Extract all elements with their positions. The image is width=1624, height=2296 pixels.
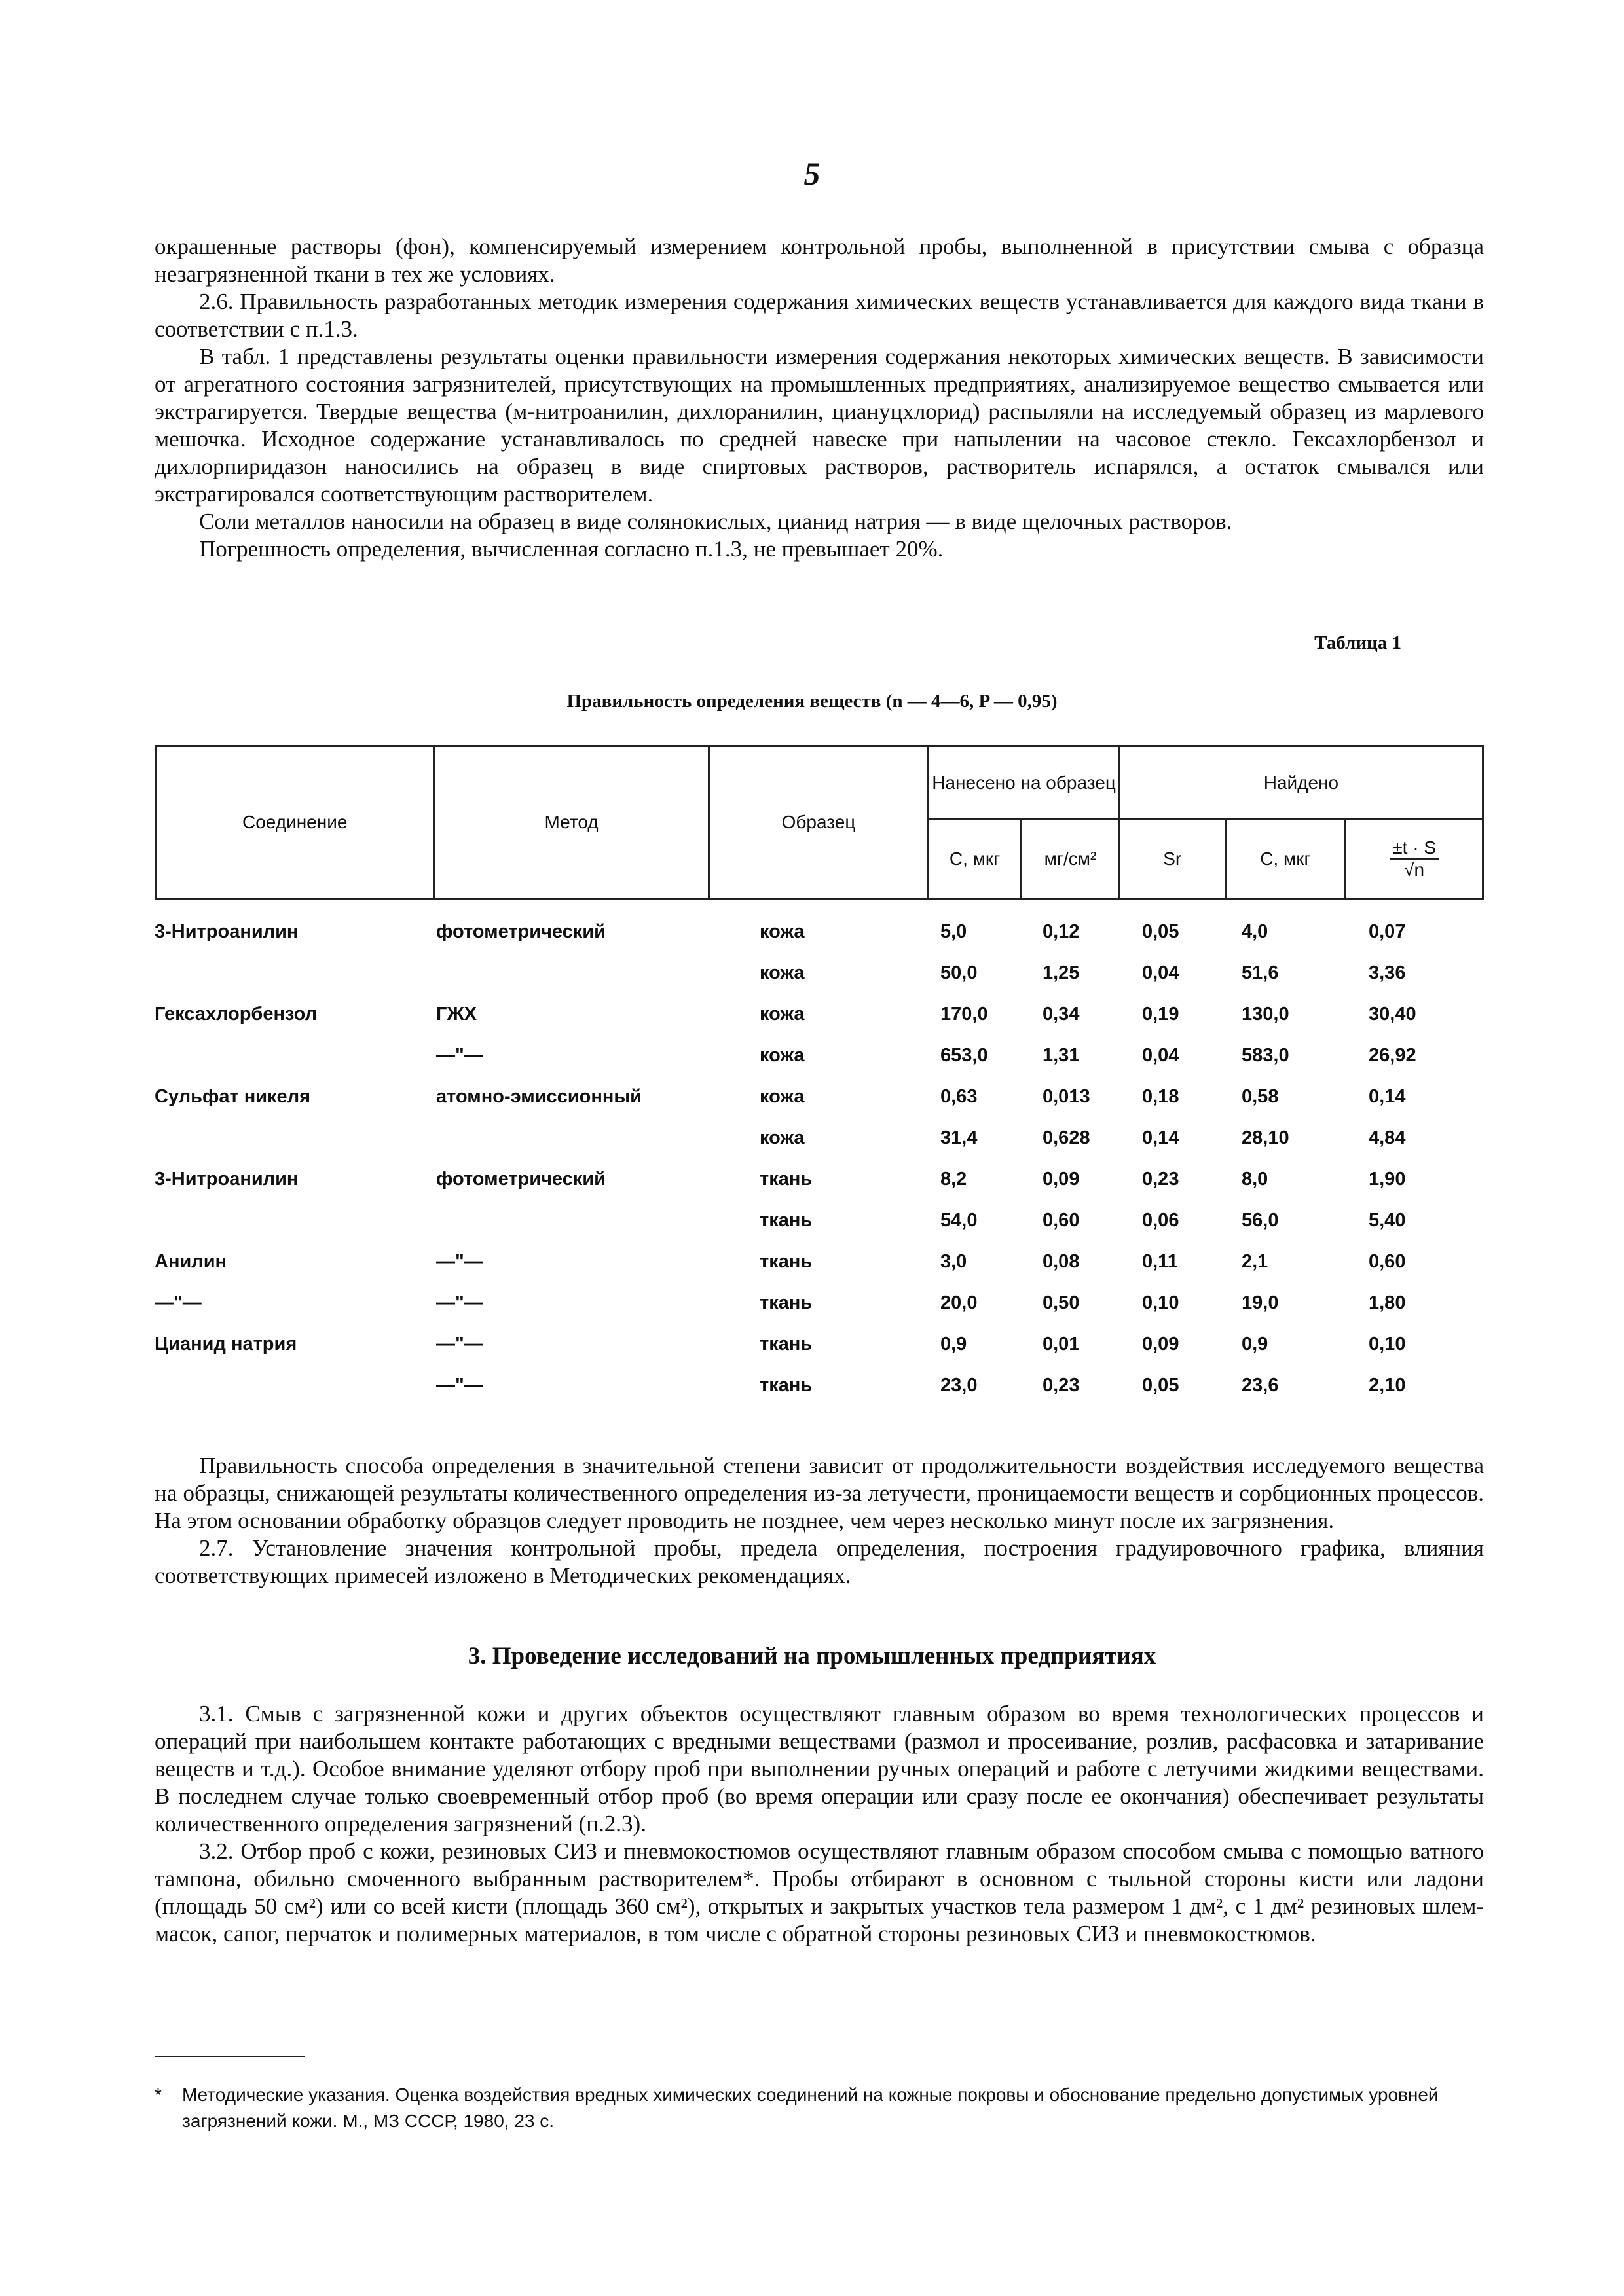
cell-method — [436, 953, 760, 994]
cell-sr: 0,11 — [1142, 1251, 1178, 1272]
cell-method: фотометрический — [436, 1169, 606, 1190]
cell-method: —"— — [436, 1045, 483, 1066]
header-compound: Соединение — [156, 746, 434, 899]
table-row — [155, 953, 1484, 994]
table-row — [155, 1324, 1484, 1365]
cell-applied-c: 54,0 — [940, 1210, 978, 1231]
cell-found-c: 583,0 — [1242, 1045, 1289, 1066]
paragraph-3-1: 3.1. Смыв с загрязненной кожи и других объектов осуществляют главным образом во время технологических процессов и операций при наибольшем контакте работающих с вредными веществами (размол и просеивание, розлив, расфасовка и затаривание веществ и т.д.). Особое внимание уделяют отбору проб при выполнении ручных операций и работе с летучими жидкими веществами. В последнем случае только своевременный отбор проб (во время операции или сразу после ее окончания) обеспечивает результаты количественного определения загрязнений (п.2.3). — [155, 1701, 1484, 1836]
cell-sample: кожа — [760, 1127, 805, 1148]
cell-found-c: 0,58 — [1242, 1086, 1279, 1107]
cell-applied-mg: 0,60 — [1043, 1210, 1080, 1231]
table-header — [155, 745, 1484, 900]
cell-method — [436, 1118, 760, 1159]
table-row — [155, 1365, 1484, 1406]
paragraph-metal-salts: Соли металлов наносили на образец в виде солянокислых, цианид натрия — в виде щелочных растворов. — [199, 509, 1232, 534]
table-row — [155, 1076, 1484, 1118]
cell-found-c: 8,0 — [1242, 1169, 1268, 1190]
cell-sr: 0,05 — [1142, 1375, 1179, 1396]
cell-applied-mg: 0,628 — [1043, 1127, 1090, 1148]
cell-sr: 0,10 — [1142, 1292, 1179, 1313]
section-heading: 3. Проведение исследований на промышленных предприятиях — [468, 1643, 1156, 1669]
cell-compound: Цианид натрия — [155, 1334, 297, 1355]
cell-sr: 0,14 — [1142, 1127, 1179, 1148]
cell-sample: кожа — [760, 962, 805, 983]
cell-sample: кожа — [760, 921, 805, 942]
header-sr: Sr — [1119, 820, 1225, 899]
header-mg-cm2: мг/см² — [1022, 820, 1120, 899]
cell-confidence: 5,40 — [1369, 1210, 1406, 1231]
table-row — [155, 1035, 1484, 1076]
cell-compound — [155, 1035, 436, 1076]
cell-applied-c: 0,9 — [940, 1334, 967, 1355]
table-rows — [155, 911, 1484, 1406]
header-c-mkg: С, мкг — [929, 820, 1022, 899]
cell-confidence: 30,40 — [1369, 1004, 1416, 1025]
cell-found-c: 51,6 — [1242, 962, 1279, 983]
cell-method: фотометрический — [436, 921, 606, 942]
cell-applied-mg: 0,23 — [1043, 1375, 1080, 1396]
paragraph-table-intro: В табл. 1 представлены результаты оценки правильности измерения содержания некоторых химических веществ. В зависимости от агрегатного состояния загрязнителей, присутствующих на промышленных предприятиях, анализируемое вещество смывается или экстрагируется. Твердые вещества (м-нитроанилин, дихлоранилин, циануцхлорид) распыляли на исследуемый образец из марлевого мешочка. Исходное содержание устанавливалось по средней навеске при напылении на часовое стекло. Гексахлорбензол и дихлорпиридазон наносились на образец в виде спиртовых растворов, растворитель испарялся, а остаток смывался или экстрагировался соответствующим растворителем. — [155, 344, 1484, 507]
cell-sr: 0,05 — [1142, 921, 1179, 942]
cell-sample: кожа — [760, 1045, 805, 1066]
paragraph-accuracy-note: Правильность способа определения в значительной степени зависит от продолжительности воздействия исследуемого вещества на образцы, снижающей результаты количественного определения из-за летучести, проницаемости веществ и сорбционных процессов. На этом основании обработку образцов следует проводить не позднее, чем через несколько минут после их загрязнения. — [155, 1453, 1484, 1533]
cell-sr: 0,04 — [1142, 962, 1179, 983]
cell-applied-c: 31,4 — [940, 1127, 978, 1148]
cell-applied-mg: 0,013 — [1043, 1086, 1090, 1107]
header-sample: Образец — [709, 746, 929, 899]
cell-sample: ткань — [760, 1169, 813, 1190]
cell-sr: 0,06 — [1142, 1210, 1179, 1231]
cell-compound: —"— — [155, 1292, 202, 1313]
cell-sr: 0,18 — [1142, 1086, 1179, 1107]
cell-method: —"— — [436, 1334, 483, 1355]
header-c-mkg-found: С, мкг — [1225, 820, 1346, 899]
cell-confidence: 1,90 — [1369, 1169, 1406, 1190]
cell-compound: Гексахлорбензол — [155, 1004, 318, 1025]
table-row — [155, 1283, 1484, 1324]
cell-sample: ткань — [760, 1210, 813, 1231]
table-body — [155, 911, 1484, 1406]
cell-method: —"— — [436, 1251, 483, 1272]
cell-applied-mg: 0,08 — [1043, 1251, 1080, 1272]
cell-sample: ткань — [760, 1292, 813, 1313]
table-title: Правильность определения веществ (n — 4—6, P — 0,95) — [566, 691, 1058, 712]
paragraph-continuation: окрашенные растворы (фон), компенсируемый измерением контрольной пробы, выполненной в присутствии смыва с образца незагрязненной ткани в тех же условиях. — [155, 234, 1484, 287]
cell-found-c: 2,1 — [1242, 1251, 1268, 1272]
cell-confidence: 3,36 — [1369, 962, 1406, 983]
cell-applied-mg: 1,25 — [1043, 962, 1080, 983]
cell-sr: 0,09 — [1142, 1334, 1179, 1355]
cell-method: атомно-эмиссионный — [436, 1086, 642, 1107]
cell-sample: кожа — [760, 1086, 805, 1107]
cell-confidence: 0,10 — [1369, 1334, 1406, 1355]
cell-method: —"— — [436, 1375, 483, 1396]
cell-applied-mg: 0,50 — [1043, 1292, 1080, 1313]
cell-method: ГЖХ — [436, 1004, 477, 1025]
table-row — [155, 994, 1484, 1035]
cell-applied-c: 653,0 — [940, 1045, 988, 1066]
cell-applied-mg: 0,01 — [1043, 1334, 1080, 1355]
cell-applied-c: 3,0 — [940, 1251, 967, 1272]
cell-applied-c: 50,0 — [940, 962, 978, 983]
header-confidence — [1346, 820, 1483, 899]
cell-compound: Сульфат никеля — [155, 1086, 311, 1107]
header-applied: Нанесено на образец — [929, 746, 1120, 820]
cell-applied-c: 5,0 — [940, 921, 967, 942]
paragraph-error: Погрешность определения, вычисленная согласно п.1.3, не превышает 20%. — [199, 536, 944, 562]
cell-applied-c: 20,0 — [940, 1292, 978, 1313]
page-number: 5 — [803, 155, 821, 192]
section-3-text-block — [155, 1700, 1484, 1948]
cell-sample: ткань — [760, 1375, 813, 1396]
footnote-marker: * — [155, 2085, 162, 2105]
bottom-text-block — [155, 1452, 1484, 1590]
cell-confidence: 4,84 — [1369, 1127, 1406, 1148]
cell-found-c: 28,10 — [1242, 1127, 1289, 1148]
header-method: Метод — [434, 746, 709, 899]
cell-confidence: 2,10 — [1369, 1375, 1406, 1396]
cell-compound — [155, 1200, 436, 1241]
table-label: Таблица 1 — [1314, 632, 1401, 653]
cell-confidence: 26,92 — [1369, 1045, 1416, 1066]
cell-compound — [155, 953, 436, 994]
top-text-block — [155, 233, 1484, 563]
header-found: Найдено — [1119, 746, 1483, 820]
cell-found-c: 4,0 — [1242, 921, 1268, 942]
cell-found-c: 0,9 — [1242, 1334, 1268, 1355]
cell-compound — [155, 1365, 436, 1406]
table-row — [155, 1200, 1484, 1241]
cell-sample: кожа — [760, 1004, 805, 1025]
cell-confidence: 1,80 — [1369, 1292, 1406, 1313]
cell-found-c: 130,0 — [1242, 1004, 1289, 1025]
table-row — [155, 1159, 1484, 1200]
cell-applied-mg: 1,31 — [1043, 1045, 1080, 1066]
cell-applied-c: 170,0 — [940, 1004, 988, 1025]
cell-sample: ткань — [760, 1334, 813, 1355]
cell-sample: ткань — [760, 1251, 813, 1272]
cell-applied-mg: 0,34 — [1043, 1004, 1080, 1025]
cell-sr: 0,04 — [1142, 1045, 1179, 1066]
cell-method — [436, 1200, 760, 1241]
cell-applied-mg: 0,12 — [1043, 921, 1080, 942]
footnote-divider — [155, 2056, 305, 2057]
cell-compound: 3-Нитроанилин — [155, 1169, 299, 1190]
cell-found-c: 19,0 — [1242, 1292, 1279, 1313]
paragraph-3-2: 3.2. Отбор проб с кожи, резиновых СИЗ и пневмокостюмов осуществляют главным образом способом смыва с помощью ватного тампона, обильно смоченного выбранным растворителем*. Пробы отбирают в основном с тыльной стороны кисти или ладони (площадь 50 см²) или со всей кисти (площадь 360 см²), открытых и закрытых участков тела размером 1 дм², с 1 дм² резиновых шлем-масок, сапог, перчаток и полимерных материалов, в том числе с обратной стороны резиновых СИЗ и пневмокостюмов. — [155, 1838, 1484, 1946]
footnote-text: Методические указания. Оценка воздействия вредных химических соединений на кожные покровы и обоснование предельно допустимых уровней загрязнений кожи. М., МЗ СССР, 1980, 23 с. — [182, 2085, 1439, 2131]
cell-applied-c: 0,63 — [940, 1086, 978, 1107]
table-row — [155, 911, 1484, 953]
cell-found-c: 56,0 — [1242, 1210, 1279, 1231]
cell-applied-c: 8,2 — [940, 1169, 967, 1190]
header-confidence-denominator: √n — [1404, 860, 1425, 880]
table-row — [155, 1118, 1484, 1159]
cell-applied-c: 23,0 — [940, 1375, 978, 1396]
cell-confidence: 0,60 — [1369, 1251, 1406, 1272]
cell-found-c: 23,6 — [1242, 1375, 1279, 1396]
cell-sr: 0,23 — [1142, 1169, 1179, 1190]
cell-method: —"— — [436, 1292, 483, 1313]
cell-compound: 3-Нитроанилин — [155, 921, 299, 942]
cell-compound — [155, 1118, 436, 1159]
header-confidence-numerator: ±t · S — [1390, 837, 1439, 860]
cell-sr: 0,19 — [1142, 1004, 1179, 1025]
cell-applied-mg: 0,09 — [1043, 1169, 1080, 1190]
cell-confidence: 0,14 — [1369, 1086, 1406, 1107]
paragraph-2-6: 2.6. Правильность разработанных методик измерения содержания химических веществ устанавливается для каждого вида ткани в соответствии с п.1.3. — [155, 289, 1484, 342]
table-row — [155, 1241, 1484, 1283]
cell-compound: Анилин — [155, 1251, 227, 1272]
cell-confidence: 0,07 — [1369, 921, 1406, 942]
paragraph-2-7: 2.7. Установление значения контрольной пробы, предела определения, построения градуировочного графика, влияния соответствующих примесей изложено в Методических рекомендациях. — [155, 1535, 1484, 1588]
footnote — [155, 2082, 1477, 2134]
